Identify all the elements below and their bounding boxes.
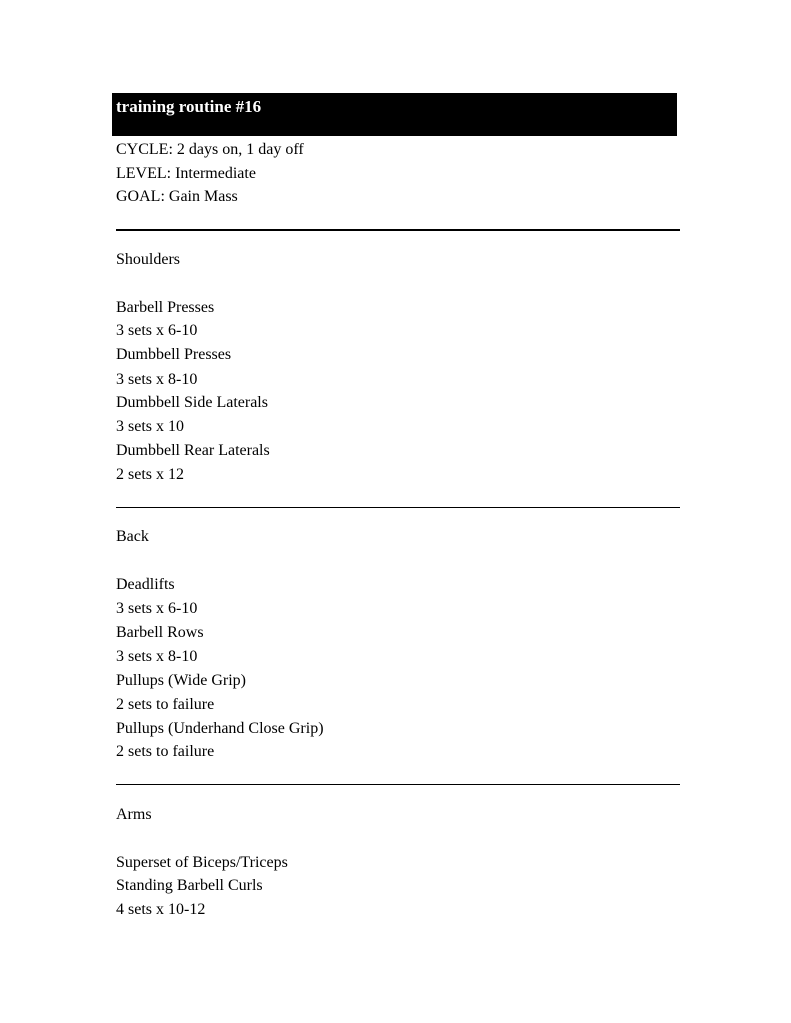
exercise-line: Pullups (Wide Grip)	[116, 672, 247, 689]
exercise-line: 4 sets x 10-12	[116, 901, 206, 918]
exercise-line: 3 sets x 6-10	[116, 322, 198, 339]
cycle-line: CYCLE: 2 days on, 1 day off	[116, 141, 304, 158]
exercise-line: Dumbbell Rear Laterals	[116, 442, 270, 459]
exercise-line: 3 sets x 8-10	[116, 371, 198, 388]
exercise-line: Dumbbell Presses	[116, 346, 232, 363]
exercise-line: Superset of Biceps/Triceps	[116, 854, 288, 871]
section-heading-back: Back	[116, 528, 149, 545]
section-heading-shoulders: Shoulders	[116, 251, 180, 268]
exercise-line: Dumbbell Side Laterals	[116, 394, 268, 411]
exercise-line: 3 sets x 10	[116, 418, 184, 435]
section-heading-arms: Arms	[116, 806, 152, 823]
exercise-line: Pullups (Underhand Close Grip)	[116, 720, 324, 737]
exercise-line: Barbell Presses	[116, 299, 215, 316]
exercise-line: 2 sets x 12	[116, 466, 184, 483]
exercise-line: 2 sets to failure	[116, 696, 215, 713]
exercise-line: 2 sets to failure	[116, 743, 215, 760]
exercise-line: Deadlifts	[116, 576, 175, 593]
divider	[116, 507, 680, 508]
divider	[116, 229, 680, 231]
exercise-line: 3 sets x 8-10	[116, 648, 198, 665]
level-line: LEVEL: Intermediate	[116, 165, 256, 182]
exercise-line: 3 sets x 6-10	[116, 600, 198, 617]
divider	[116, 784, 680, 785]
exercise-line: Standing Barbell Curls	[116, 877, 263, 894]
exercise-line: Barbell Rows	[116, 624, 204, 641]
goal-line: GOAL: Gain Mass	[116, 188, 238, 205]
title-bar	[112, 93, 677, 136]
document-title: training routine #16	[116, 97, 262, 116]
